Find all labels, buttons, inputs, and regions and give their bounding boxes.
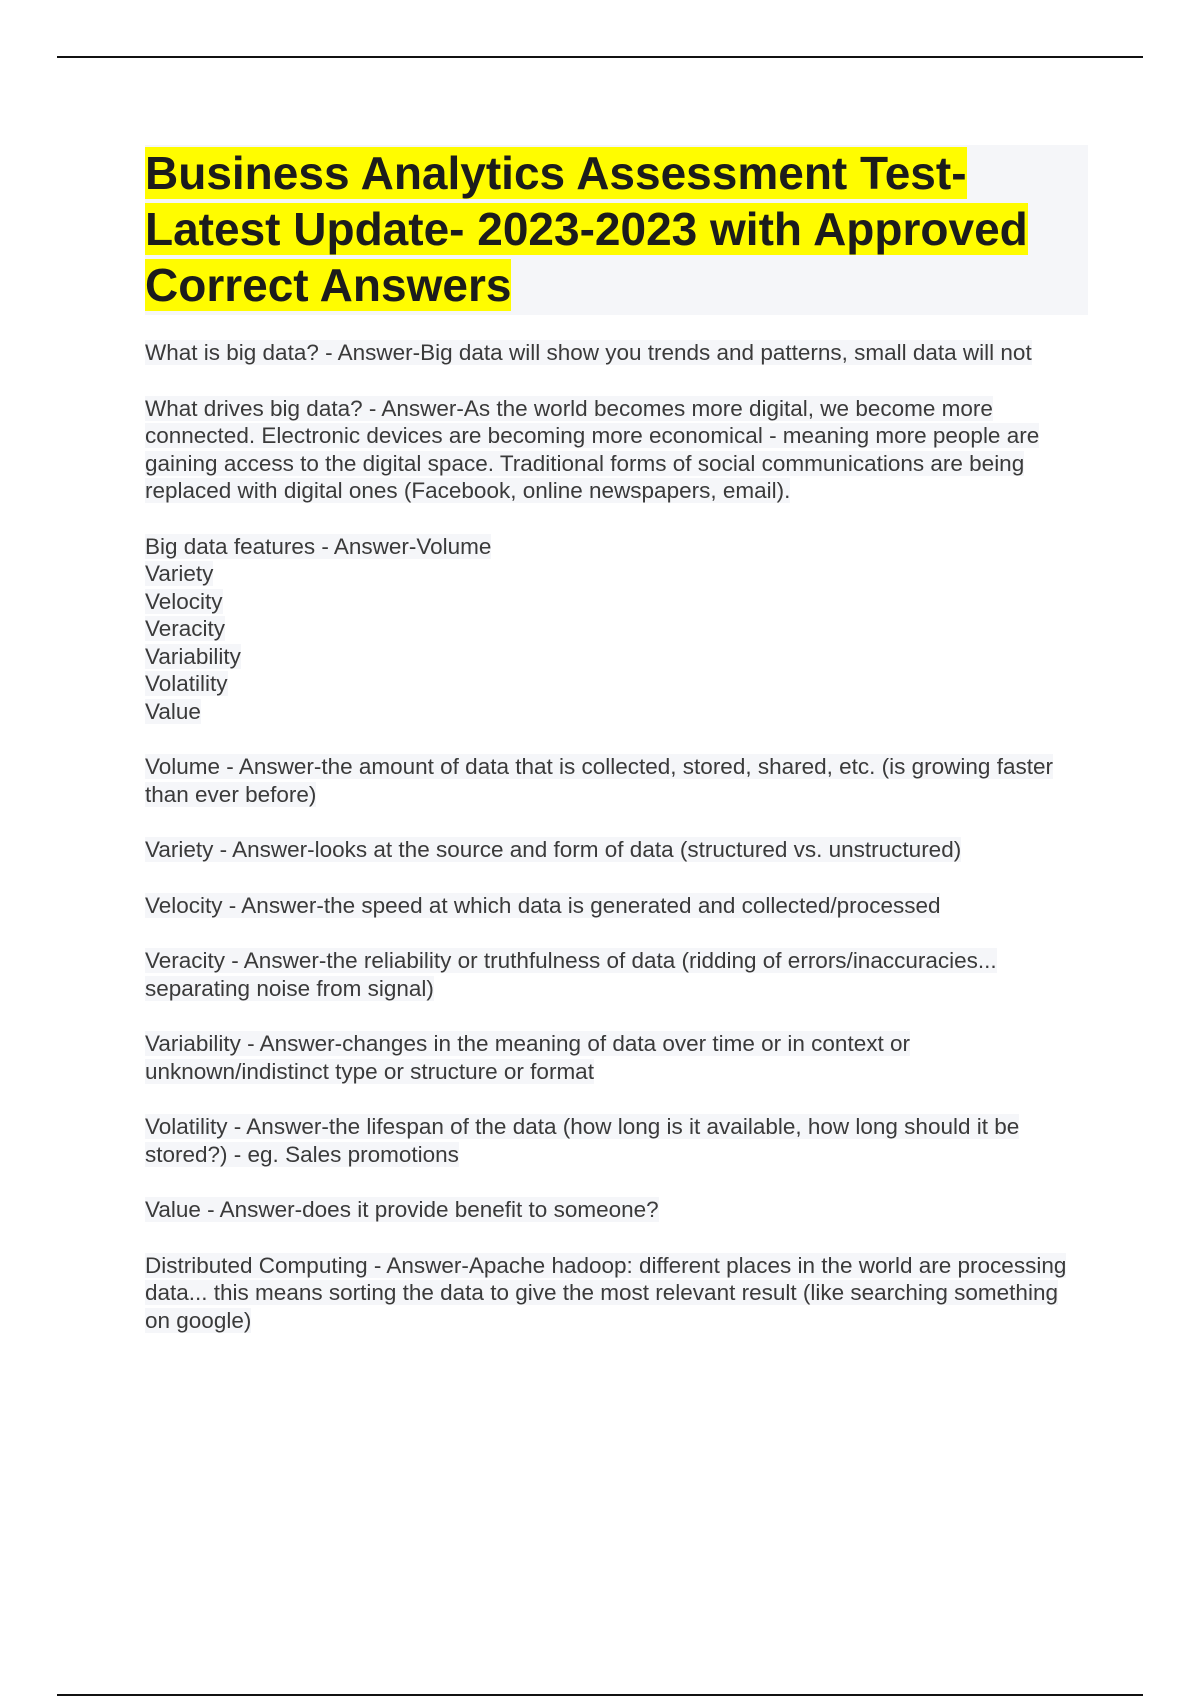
qa-answer: Answer-Volume Variety Velocity Veracity Variability Volatility Value: [145, 533, 492, 724]
qa-answer: Answer-does it provide benefit to someone?: [219, 1197, 659, 1222]
document-title: Business Analytics Assessment Test- Latest Update- 2023-2023 with Approved Correct Answers: [145, 147, 1028, 311]
qa-question: Value -: [145, 1197, 220, 1222]
qa-answer: Answer-Apache hadoop: different places in the world are processing data... this means sorting the data to give the most relevant result (like searching something on google): [145, 1252, 1067, 1333]
qa-question: Volume -: [145, 754, 239, 779]
qa-question: Volatility -: [145, 1114, 247, 1139]
qa-answer: Answer-the amount of data that is collected, stored, shared, etc. (is growing faster than ever before): [145, 754, 1053, 807]
qa-item: [145, 395, 1088, 505]
qa-item: [145, 892, 1088, 920]
qa-question: Distributed Computing -: [145, 1252, 387, 1278]
qa-item: [145, 1252, 1088, 1335]
qa-question: What drives big data? -: [145, 395, 382, 421]
document-body: [145, 145, 1088, 1362]
qa-question: Veracity -: [145, 948, 244, 973]
qa-item: [145, 753, 1088, 808]
qa-item: [145, 947, 1088, 1002]
qa-item: [145, 1113, 1088, 1168]
qa-answer: Answer-changes in the meaning of data over time or in context or unknown/indistinct type or structure or format: [145, 1031, 910, 1084]
qa-question: Velocity -: [145, 892, 242, 918]
qa-answer: Answer-As the world becomes more digital, we become more connected. Electronic devices are becoming more economical - meaning more people are gaining access to the digital space. Traditional forms of social communications are being replaced with digital ones (Facebook, online newspapers, email).: [145, 395, 1040, 503]
qa-answer: Answer-the speed at which data is generated and collected/processed: [241, 892, 941, 918]
qa-answer: Answer-the reliability or truthfulness of data (ridding of errors/inaccuracies... separating noise from signal): [145, 948, 997, 1001]
qa-item: [145, 339, 1088, 367]
qa-item: [145, 533, 1088, 726]
qa-item: [145, 836, 1088, 864]
title-block: [145, 145, 1088, 315]
qa-answer: Answer-the lifespan of the data (how long is it available, how long should it be stored?) - eg. Sales promotions: [145, 1114, 1020, 1167]
qa-item: [145, 1196, 1088, 1224]
top-rule: [57, 56, 1143, 58]
qa-question: Variety -: [145, 837, 233, 862]
bottom-rule: [57, 1694, 1143, 1696]
qa-answer: Answer-Big data will show you trends and patterns, small data will not: [337, 340, 1032, 365]
qa-question: Big data features -: [145, 533, 334, 559]
qa-question: Variability -: [145, 1031, 260, 1056]
qa-answer: Answer-looks at the source and form of data (structured vs. unstructured): [232, 837, 962, 862]
qa-question: What is big data? -: [145, 340, 338, 365]
qa-item: [145, 1030, 1088, 1085]
